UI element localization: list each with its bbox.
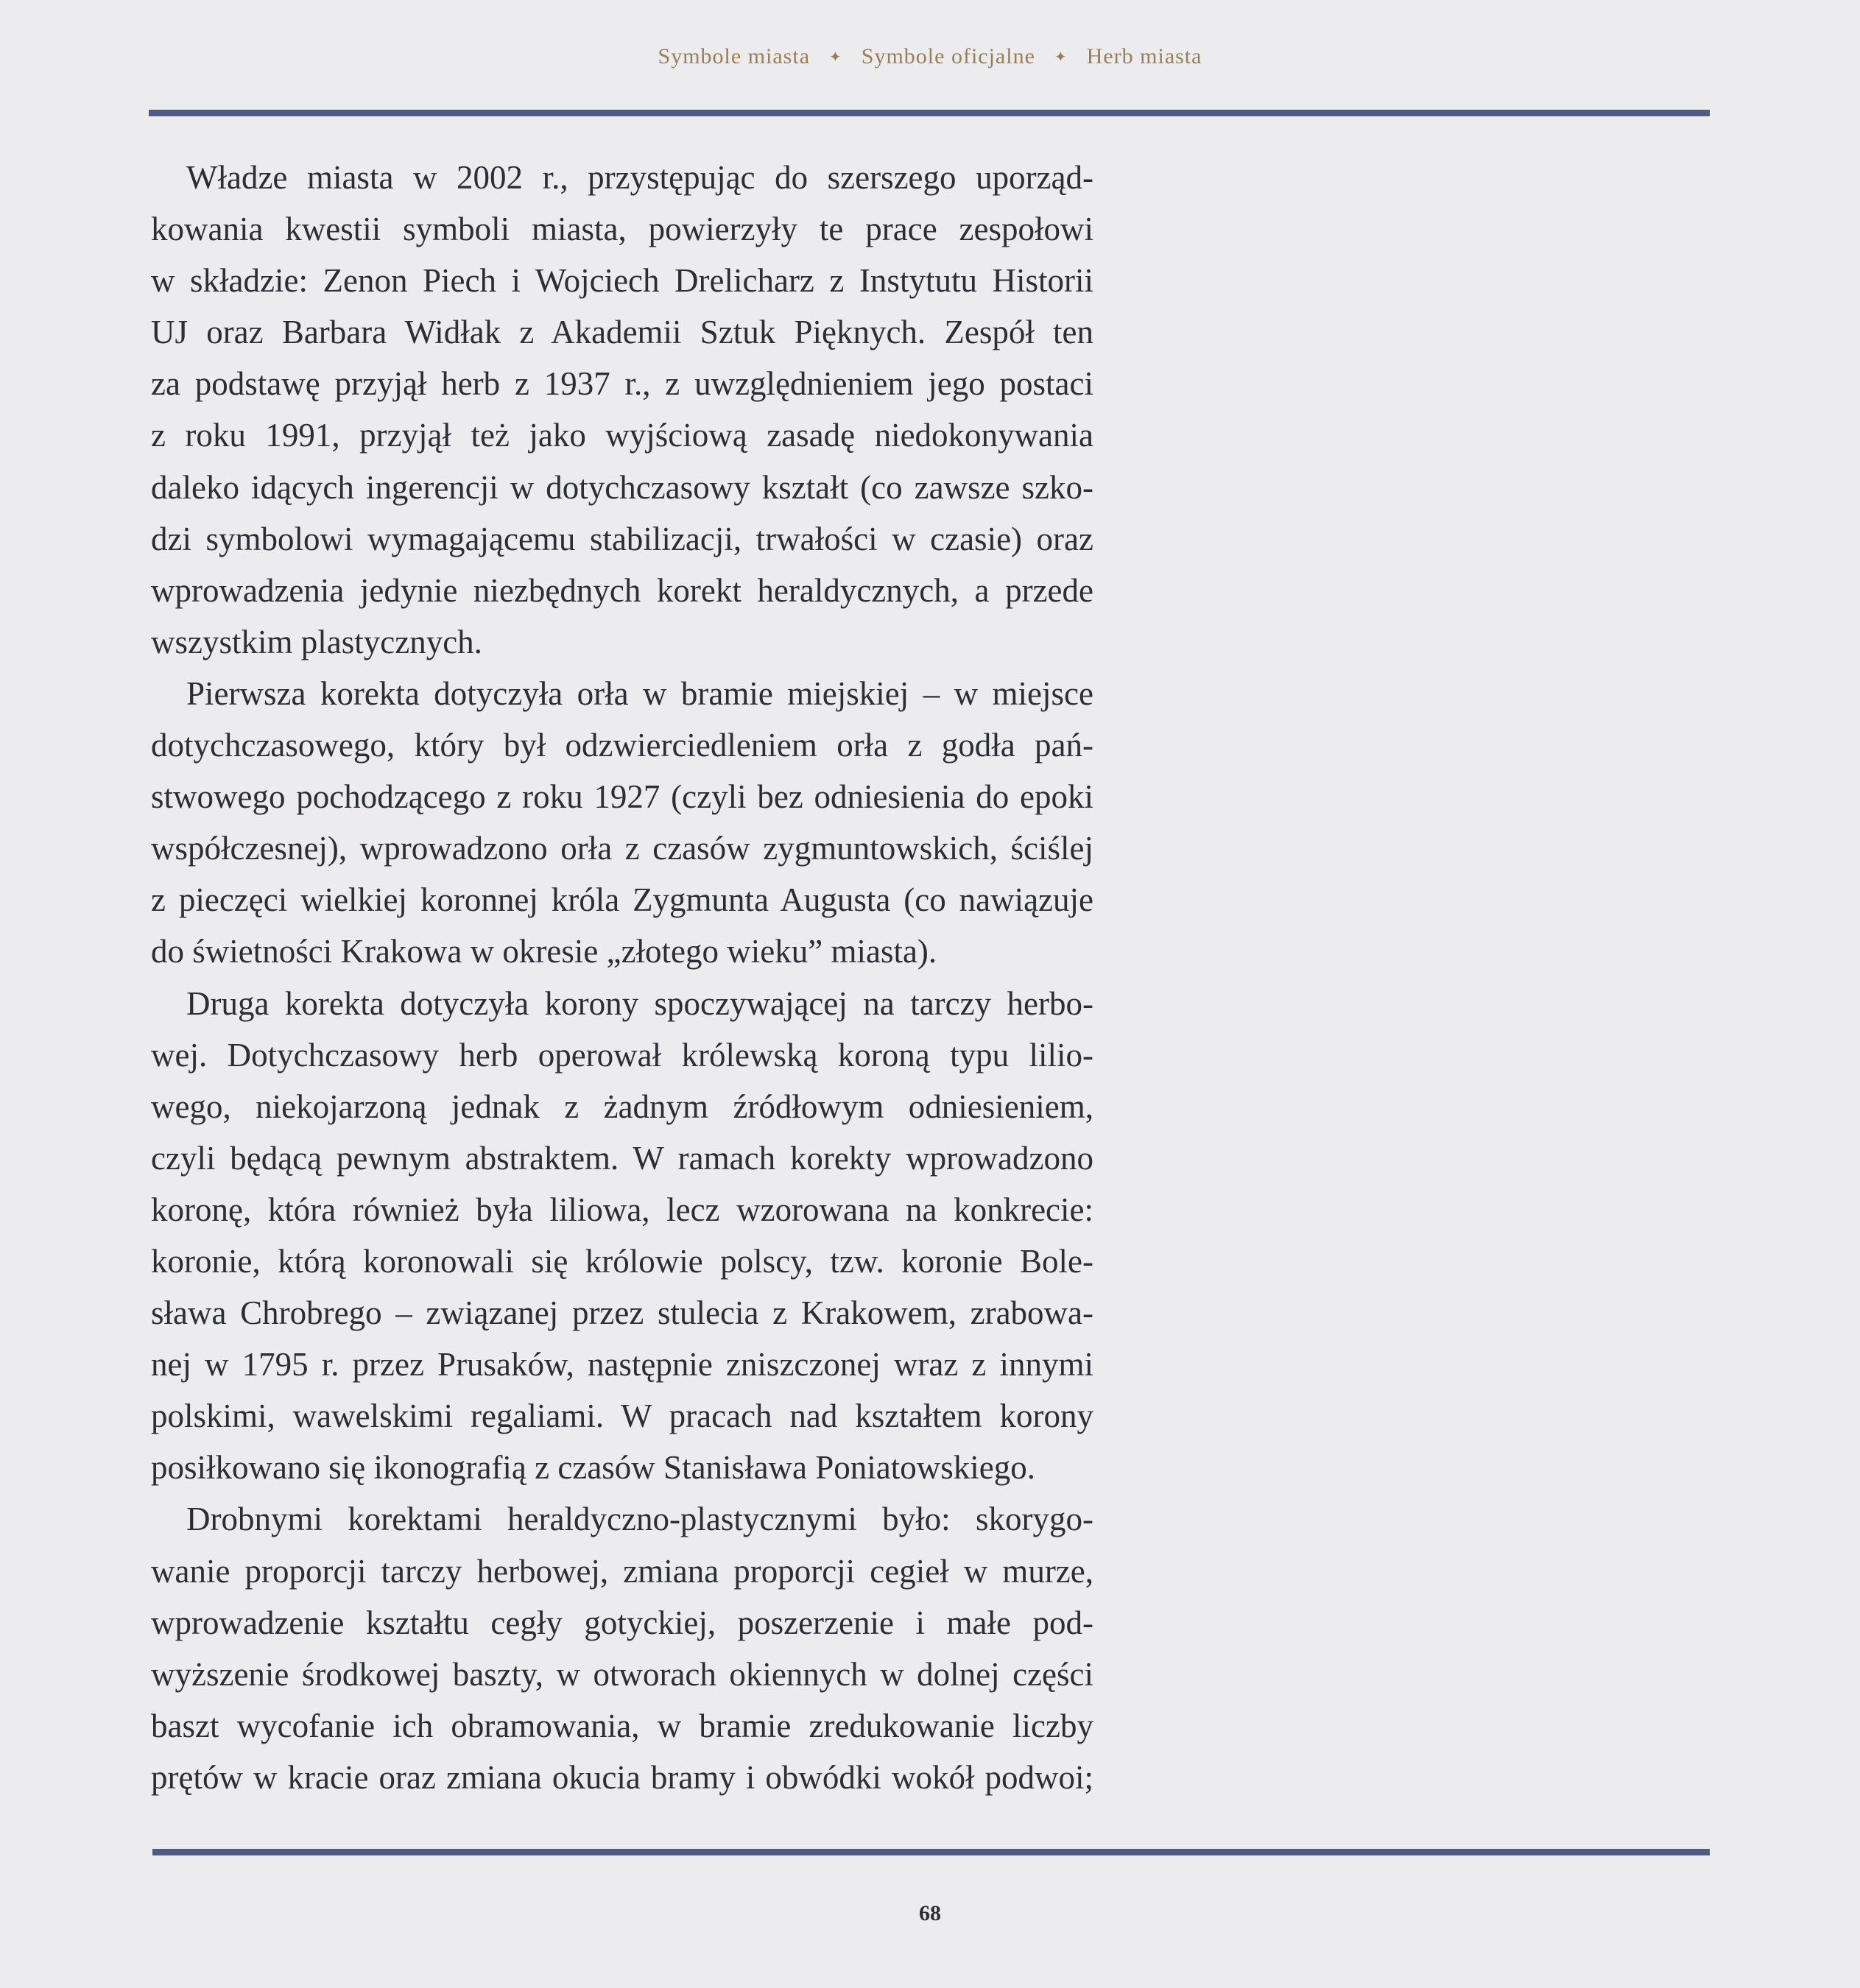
text-line: czyli będącą pewnym abstraktem. W ramach korekty wprowadzono (151, 1139, 1093, 1177)
text-line: stwowego pochodzącego z roku 1927 (czyli bez odniesienia do epoki (151, 778, 1093, 816)
diamond-separator-icon: ✦ (829, 49, 842, 66)
text-line: Władze miasta w 2002 r., przystępując do szerszego uporząd- (186, 159, 1093, 196)
text-line: koronę, która również była liliowa, lecz wzorowana na konkrecie: (151, 1191, 1093, 1228)
text-line: sława Chrobrego – związanej przez stulecia z Krakowem, zrabowa- (151, 1294, 1093, 1332)
text-line: kowania kwestii symboli miasta, powierzyły te prace zespołowi (151, 211, 1093, 248)
header-rule (149, 110, 1710, 116)
text-line: koronie, którą koronowali się królowie polscy, tzw. koronie Bole- (151, 1242, 1093, 1280)
text-line: polskimi, wawelskimi regaliami. W pracach nad kształtem korony (151, 1397, 1093, 1435)
text-line: daleko idących ingerencji w dotychczasowy kształt (co zawsze szko- (151, 468, 1093, 506)
text-line: wyższenie środkowej baszty, w otworach okiennych w dolnej części (151, 1655, 1093, 1693)
text-line: do świetności Krakowa w okresie „złotego wieku” miasta). (151, 933, 937, 970)
text-line: UJ oraz Barbara Widłak z Akademii Sztuk Pięknych. Zespół ten (151, 314, 1093, 351)
text-line: wej. Dotychczasowy herb operował królewską koroną typu lilio- (151, 1036, 1093, 1074)
text-line: Pierwsza korekta dotyczyła orła w bramie miejskiej – w miejsce (186, 674, 1093, 712)
page-number: 68 (919, 1901, 941, 1925)
footer-rule (152, 1849, 1710, 1855)
text-line: prętów w kracie oraz zmiana okucia bramy i obwódki wokół podwoi; (151, 1758, 1093, 1796)
header-crumb-herb-miasta: Herb miasta (1086, 44, 1202, 68)
text-line: Druga korekta dotyczyła korony spoczywającej na tarczy herbo- (186, 984, 1093, 1022)
text-line: z pieczęci wielkiej koronnej króla Zygmunta Augusta (co nawiązuje (151, 881, 1093, 919)
diamond-separator-icon: ✦ (1054, 49, 1068, 66)
text-line: wprowadzenia jedynie niezbędnych korekt heraldycznych, a przede (151, 571, 1093, 609)
text-line: wszystkim plastycznych. (151, 623, 482, 660)
text-line: współczesnej), wprowadzono orła z czasów zygmuntowskich, ściślej (151, 830, 1093, 867)
paragraph (151, 668, 1093, 978)
paragraph (151, 1493, 1093, 1803)
text-line: dotychczasowego, który był odzwierciedleniem orła z godła pań- (151, 727, 1093, 764)
text-line: wprowadzenie kształtu cegły gotyckiej, poszerzenie i małe pod- (151, 1604, 1093, 1641)
text-line: posiłkowano się ikonografią z czasów Stanisława Poniatowskiego. (151, 1449, 1036, 1487)
body-text (151, 152, 1093, 1803)
text-line: Drobnymi korektami heraldyczno-plastycznymi było: skorygo- (186, 1501, 1093, 1538)
running-header (0, 44, 1860, 69)
text-line: nej w 1795 r. przez Prusaków, następnie zniszczonej wraz z innymi (151, 1346, 1093, 1384)
text-line: z roku 1991, przyjął też jako wyjściową zasadę niedokonywania (151, 417, 1093, 454)
text-line: baszt wycofanie ich obramowania, w bramie zredukowanie liczby (151, 1707, 1093, 1744)
header-crumb-symbole-miasta: Symbole miasta (658, 44, 811, 68)
header-crumb-symbole-oficjalne: Symbole oficjalne (861, 44, 1035, 68)
text-line: dzi symbolowi wymagającemu stabilizacji, trwałości w czasie) oraz (151, 520, 1093, 557)
paragraph (151, 152, 1093, 668)
text-line: w składzie: Zenon Piech i Wojciech Drelicharz z Instytutu Historii (151, 262, 1093, 300)
text-line: wanie proporcji tarczy herbowej, zmiana proporcji cegieł w murze, (151, 1552, 1093, 1590)
text-line: za podstawę przyjął herb z 1937 r., z uwzględnieniem jego postaci (151, 365, 1093, 403)
text-line: wego, niekojarzoną jednak z żadnym źródłowym odniesieniem, (151, 1088, 1093, 1125)
paragraph (151, 978, 1093, 1494)
